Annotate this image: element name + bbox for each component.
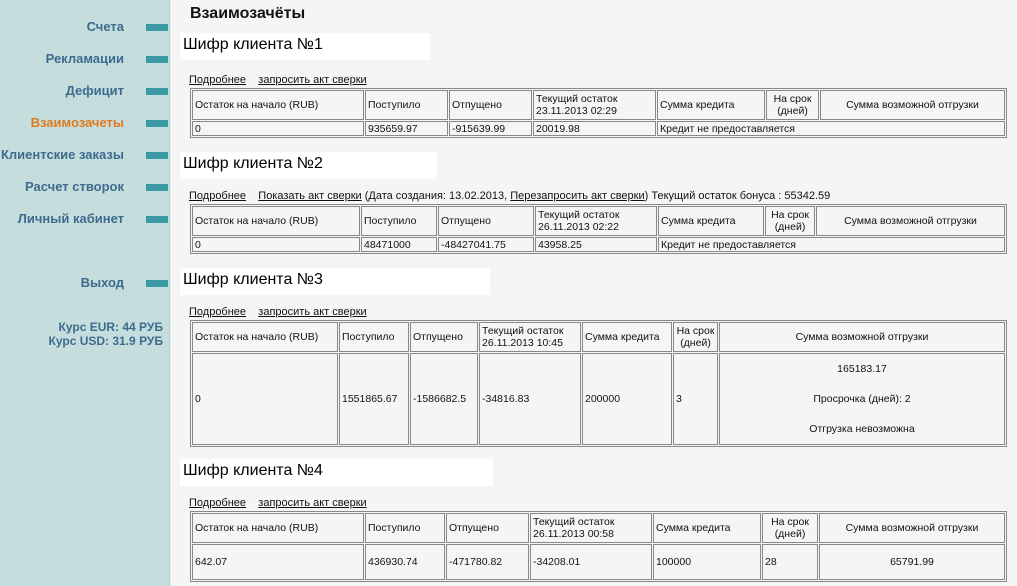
term-label: На срок — [771, 516, 809, 528]
current-balance-label: Текущий остаток — [533, 516, 615, 528]
table-header-row — [192, 206, 1005, 236]
current-balance-date: 26.11.2013 10:45 — [482, 337, 563, 349]
sidebar-item-complaints[interactable]: Рекламации — [45, 51, 124, 66]
col-header: Сумма возможной отгрузки — [819, 513, 1005, 543]
client-title: Шифр клиента №1 — [180, 33, 430, 60]
rate-eur: Курс EUR: 44 РУБ — [58, 320, 163, 334]
page-title: Взаимозачёты — [190, 5, 306, 22]
sidebar-item-sash-calc[interactable]: Расчет створок — [25, 179, 124, 194]
col-header: Поступило — [339, 322, 409, 352]
term-unit: (дней) — [680, 337, 711, 349]
settlement-table — [190, 204, 1007, 254]
sidebar-marker — [146, 184, 168, 191]
cell-received: 436930.74 — [365, 544, 445, 580]
request-act-link[interactable]: запросить акт сверки — [258, 74, 367, 86]
col-header — [765, 206, 815, 236]
request-act-link[interactable]: запросить акт сверки — [258, 306, 367, 318]
logout-link[interactable]: Выход — [80, 275, 124, 290]
sidebar-marker — [146, 120, 168, 127]
settlement-table — [190, 88, 1007, 138]
details-link[interactable]: Подробнее — [189, 306, 247, 318]
cell-start: 0 — [192, 353, 338, 445]
col-header: Сумма возможной отгрузки — [816, 206, 1005, 236]
details-link[interactable]: Подробнее — [189, 190, 247, 202]
col-header: Отпущено — [410, 322, 478, 352]
current-balance-label: Текущий остаток — [482, 325, 564, 337]
bonus-balance-text: ) Текущий остаток бонуса : 55342.59 — [644, 190, 831, 202]
client-links — [189, 190, 830, 202]
col-header: Остаток на начало (RUB) — [192, 513, 364, 543]
sidebar — [0, 0, 170, 586]
col-header — [766, 90, 819, 120]
col-header: Отпущено — [438, 206, 534, 236]
col-header: Остаток на начало (RUB) — [192, 206, 360, 236]
cell-possible-shipment: 65791.99 — [819, 544, 1005, 580]
sidebar-item-client-orders[interactable]: Клиентские заказы — [0, 147, 124, 162]
client-links — [189, 497, 367, 509]
term-unit: (дней) — [777, 105, 808, 117]
sidebar-marker — [146, 88, 168, 95]
term-label: На срок — [773, 93, 812, 105]
sidebar-marker — [146, 24, 168, 31]
cell-term: 28 — [762, 544, 818, 580]
col-header — [535, 206, 657, 236]
shipment-status: Отгрузка невозможна — [809, 423, 915, 435]
current-balance-label: Текущий остаток — [538, 209, 620, 221]
col-header — [530, 513, 652, 543]
sidebar-marker — [146, 152, 168, 159]
overdue-days: Просрочка (дней): 2 — [813, 393, 911, 405]
term-label: На срок — [676, 325, 715, 337]
cell-term: 3 — [673, 353, 718, 445]
possible-shipment-amount: 165183.17 — [837, 363, 887, 375]
cell-credit: 100000 — [653, 544, 761, 580]
cell-credit: Кредит не предоставляется — [658, 237, 1005, 252]
table-header-row — [192, 513, 1005, 543]
cell-start: 0 — [192, 121, 364, 136]
current-balance-label: Текущий остаток — [536, 93, 618, 105]
client-links — [189, 306, 367, 318]
cell-shipped: -471780.82 — [446, 544, 529, 580]
col-header: Поступило — [365, 90, 448, 120]
cell-shipped: -48427041.75 — [438, 237, 534, 252]
col-header: Сумма кредита — [658, 206, 764, 236]
col-header: Сумма кредита — [582, 322, 672, 352]
cell-credit: 200000 — [582, 353, 672, 445]
col-header: Остаток на начало (RUB) — [192, 322, 338, 352]
cell-credit: Кредит не предоставляется — [657, 121, 1005, 136]
cell-shipped: -915639.99 — [449, 121, 532, 136]
cell-current: 20019.98 — [533, 121, 656, 136]
col-header — [533, 90, 656, 120]
details-link[interactable]: Подробнее — [189, 497, 247, 509]
sidebar-item-settlements[interactable]: Взаимозачеты — [30, 115, 124, 130]
col-header: Сумма возможной отгрузки — [719, 322, 1005, 352]
rerequest-act-link[interactable]: Перезапросить акт сверки — [510, 190, 645, 202]
cell-received: 935659.97 — [365, 121, 448, 136]
cell-current: -34816.83 — [479, 353, 581, 445]
term-unit: (дней) — [774, 221, 806, 233]
client-links — [189, 74, 367, 86]
cell-shipped: -1586682.5 — [410, 353, 478, 445]
sidebar-item-deficit[interactable]: Дефицит — [65, 83, 124, 98]
col-header — [762, 513, 818, 543]
client-title: Шифр клиента №4 — [180, 459, 493, 486]
col-header: Поступило — [365, 513, 445, 543]
cell-start: 0 — [192, 237, 360, 252]
details-link[interactable]: Подробнее — [189, 74, 247, 86]
cell-possible-shipment — [719, 353, 1005, 445]
sidebar-marker — [146, 280, 168, 287]
sidebar-item-accounts[interactable]: Счета — [86, 19, 124, 34]
table-header-row — [192, 90, 1005, 120]
col-header: Отпущено — [446, 513, 529, 543]
col-header — [479, 322, 581, 352]
client-title: Шифр клиента №2 — [180, 152, 437, 179]
table-row — [192, 121, 1005, 136]
settlement-table — [190, 320, 1007, 447]
show-act-link[interactable]: Показать акт сверки — [258, 190, 362, 202]
act-created-text: (Дата создания: 13.02.2013, — [361, 190, 511, 202]
cell-current: 43958.25 — [535, 237, 657, 252]
sidebar-marker — [146, 216, 168, 223]
main-content — [171, 0, 1017, 586]
term-label: На срок — [771, 209, 809, 221]
col-header — [673, 322, 718, 352]
table-row — [192, 544, 1005, 580]
cell-start: 642.07 — [192, 544, 364, 580]
col-header: Остаток на начало (RUB) — [192, 90, 364, 120]
sidebar-marker — [146, 56, 168, 63]
settlement-table — [190, 511, 1007, 582]
rate-usd: Курс USD: 31.9 РУБ — [48, 334, 163, 348]
cell-received: 48471000 — [361, 237, 437, 252]
current-balance-date: 26.11.2013 02:22 — [538, 221, 619, 233]
client-title: Шифр клиента №3 — [180, 268, 490, 295]
current-balance-date: 23.11.2013 02:29 — [536, 105, 617, 117]
col-header: Поступило — [361, 206, 437, 236]
sidebar-item-cabinet[interactable]: Личный кабинет — [17, 211, 124, 226]
col-header: Сумма кредита — [653, 513, 761, 543]
col-header: Сумма кредита — [657, 90, 765, 120]
col-header: Сумма возможной отгрузки — [820, 90, 1005, 120]
col-header: Отпущено — [449, 90, 532, 120]
table-header-row — [192, 322, 1005, 352]
cell-received: 1551865.67 — [339, 353, 409, 445]
table-row — [192, 353, 1005, 445]
term-unit: (дней) — [774, 528, 806, 540]
cell-current: -34208.01 — [530, 544, 652, 580]
table-row — [192, 237, 1005, 252]
current-balance-date: 26.11.2013 00:58 — [533, 528, 614, 540]
request-act-link[interactable]: запросить акт сверки — [258, 497, 367, 509]
